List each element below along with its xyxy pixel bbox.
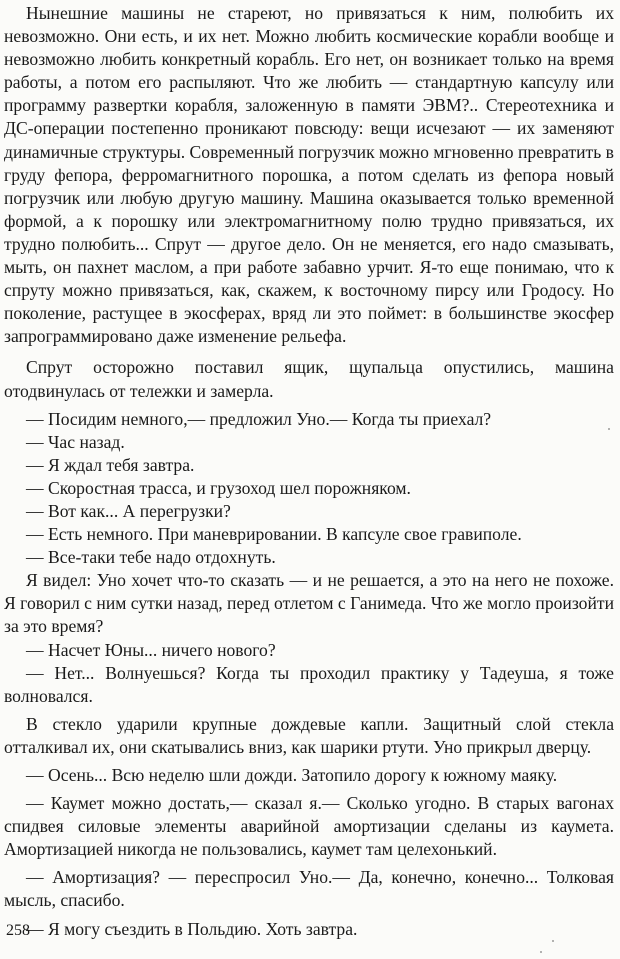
- scan-speck: [552, 940, 554, 942]
- dialogue-line: — Час назад.: [26, 431, 125, 452]
- paragraph-rain: В стекло ударили крупные дождевые капли. Защитный слой стекла отталкивал их, они скатывались вниз, как шарики ртути. Уно прикрыл дверцу.: [4, 713, 614, 757]
- paragraph-machines: Нынешние машины не стареют, но привязаться к ним, полюбить их невозможно. Они есть, и их нет. Можно любить космические корабли вообще и невозможно любить конкретный корабль. Его нет, он возникает только на время работы, а потом его распыляют. Что же любить — стандартную капсулу или программу развертки корабля, заложенную в памяти ЭВМ?.. Стереотехника и ДС-операции постепенно проникают повсюду: вещи исчезают — их заменяют динамичные структуры. Современный погрузчик можно мгновенно превратить в груду фепора, ферромагнитного порошка, а потом сделать из фепора новый погрузчик или любую другую машину. Машина оказывается только временной формой, а к порошку или электромагнитному полю трудно привязаться, их трудно полюбить... Спрут — другое дело. Он не меняется, его надо смазывать, мыть, он пахнет маслом, а при работе забавно урчит. Я-то еще понимаю, что к спруту можно привязаться, как, скажем, к восточному пирсу или Гродосу. Но поколение, растущее в экосферах, вряд ли это поймет: в большинстве экосфер запрограммировано даже изменение рельефа.: [4, 3, 614, 347]
- dialogue-line: — Нет... Волнуешься? Когда ты проходил практику у Тадеуша, я тоже волновался.: [4, 662, 614, 706]
- paragraph-uno-hesitates: Я видел: Уно хочет что-то сказать — и не решается, а это на него не похоже. Я говорил с ним сутки назад, перед отлетом с Ганимеда. Что же могло произойти за это время?: [4, 570, 614, 637]
- dialogue-line: — Скоростная трасса, и грузоход шел порожняком.: [26, 477, 411, 498]
- dialogue-line: — Вот как... А перегрузки?: [26, 500, 231, 521]
- dialogue-line: — Я ждал тебя завтра.: [26, 454, 195, 475]
- dialogue-line: — Я могу съездить в Польдию. Хоть завтра.: [26, 918, 358, 939]
- dialogue-line: — Каумет можно достать,— сказал я.— Сколько угодно. В старых вагонах спидвея силовые элементы аварийной амортизации сделаны из каумета. Амортизацией никогда не пользовались, каумет там целехонький.: [4, 793, 614, 860]
- scan-speck: [540, 951, 542, 953]
- dialogue-line: — Посидим немного,— предложил Уно.— Когда ты приехал?: [26, 408, 492, 429]
- scan-speck: [608, 428, 610, 430]
- dialogue-line: — Осень... Всю неделю шли дожди. Затопило дорогу к южному маяку.: [26, 765, 558, 785]
- dialogue-line: — Насчет Юны... ничего нового?: [26, 639, 276, 660]
- page-number: 258: [6, 922, 30, 939]
- dialogue-line: — Амортизация? — переспросил Уно.— Да, конечно, конечно... Толковая мысль, спасибо.: [4, 867, 614, 911]
- paragraph-sprut-box: Спрут осторожно поставил ящик, щупальца опустились, машина отодвинулась от тележки и замерла.: [4, 357, 614, 401]
- dialogue-line: — Есть немного. При маневрировании. В капсуле свое гравиполе.: [26, 524, 522, 545]
- dialogue-line: — Все-таки тебе надо отдохнуть.: [26, 547, 276, 568]
